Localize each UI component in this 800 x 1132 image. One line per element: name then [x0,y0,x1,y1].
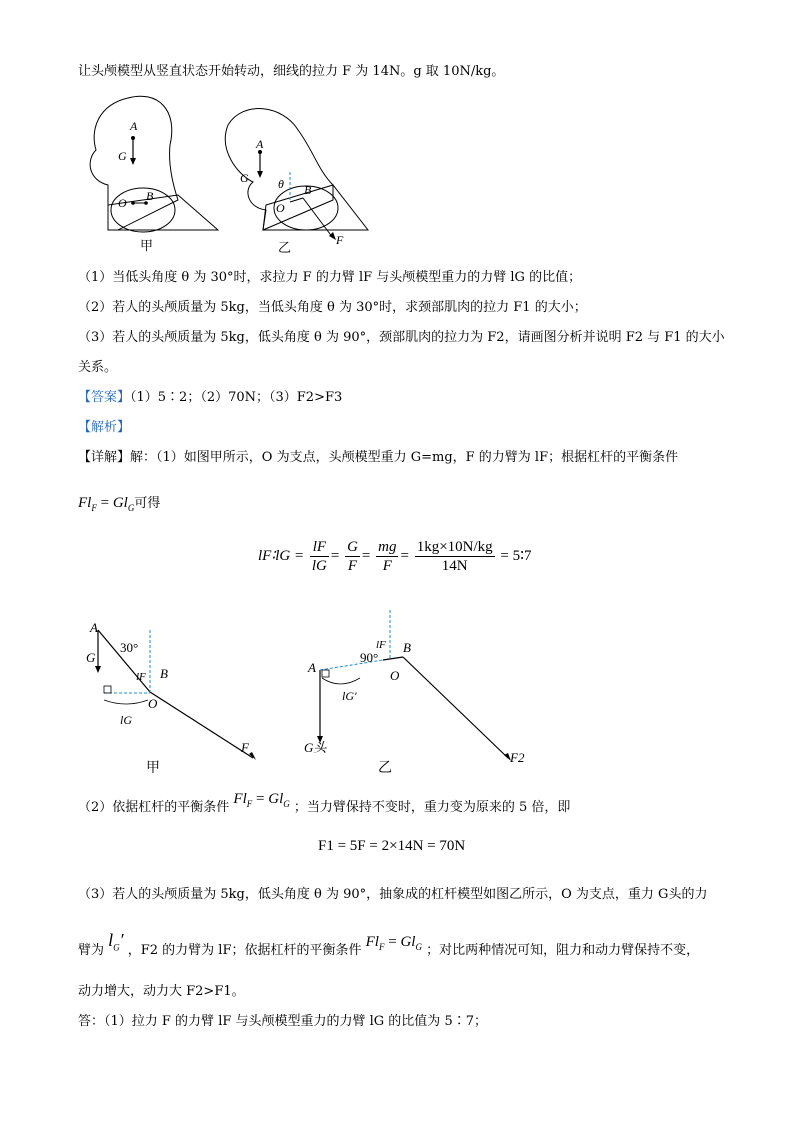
question-3: （3）若人的头颅质量为 5kg，低头角度 θ 为 90°，颈部肌肉的拉力为 F2，请画图分析并说明 F2 与 F1 的大小 [78,330,725,345]
intro-text: 让头颅模型从竖直状态开始转动，细线的拉力 F 为 14N。g 取 10N/kg。 [78,64,505,79]
formula-1-suffix: 可得 [134,496,161,511]
formula-3: F1 = 5F = 2×14N = 70N [318,838,466,854]
q3-line-3: 动力增大，动力大 F2>F1。 [78,984,245,999]
lever-right-angle: 90° [360,650,379,665]
detail-text: 解：（1）如图甲所示，O 为支点，头颅模型重力 G=mg，F 的力臂为 lF；根据杠杆的平衡条件 [130,450,679,465]
lever-right-A: A [308,660,316,675]
lever-right-lG: lG′ [342,689,357,703]
left-label-B: B [146,189,154,203]
right-label-O: O [276,201,285,215]
right-label-A: A [256,137,264,151]
lever-left-A: A [90,620,98,635]
lever-left-B: B [160,666,168,681]
lever-left-F: F [241,740,249,755]
answer-text: （1）5∶2；（2）70N；（3）F2>F3 [130,390,343,405]
final-answer: 答：（1）拉力 F 的力臂 lF 与头颅模型重力的力臂 lG 的比值为 5∶7； [78,1014,487,1029]
lever-right-caption: 乙 [378,761,392,776]
left-figure-caption: 甲 [140,238,154,253]
lever-right-lF: lF [376,639,386,651]
lever-right-F2: F2 [510,750,525,765]
analysis-tag: 【解析】 [78,420,131,435]
formula-2-lhs: lF∶lG = [258,547,305,564]
answer-tag: 【答案】 [78,390,131,405]
q3-line-2: 臂为 $l_G'$ ，F2 的力臂为 lF；依据杠杆的平衡条件 $Fl_F = Gl_G$ ；对比两种情况可知，阻力和动力臂保持不变， [78,930,700,958]
formula-2: lF∶lG = $\frac{lF}{lG}$ = $\frac{G}{F}$ = $\frac{mg}{F}$ = $\frac{1kg\times 10N/kg}{14N}$ = 5∶7 [258,539,532,574]
detail-line [78,448,678,468]
question-2: （2）若人的头颅质量为 5kg，当低头角度 θ 为 30°时，求颈部肌肉的拉力 F1 的大小； [78,300,587,315]
lever-left-lG: lG [120,713,132,727]
left-label-A: A [130,119,138,133]
formula-1: $Fl_F = Gl_G$可得 [78,495,161,513]
formula-2-result: = 5∶7 [500,547,532,564]
question-3-cont: 关系。 [78,360,118,375]
lever-left-angle: 30° [120,640,139,655]
head-model-figure [78,90,378,260]
lever-right-G: G头 [304,740,327,755]
left-label-O: O [118,196,127,210]
right-label-B: B [304,183,312,197]
detail-tag: 【详解】 [78,450,131,465]
right-label-G: G [240,171,249,185]
left-label-G: G [118,149,127,163]
lever-left-O: O [148,696,158,711]
answer-line [78,388,342,408]
lever-right-B: B [403,640,411,655]
lever-left-G: G [86,650,96,665]
q2-explanation: （2）依据杠杆的平衡条件 $Fl_F = Gl_G$ ；当力臂保持不变时，重力变为原来的 5 倍，即 [78,791,571,815]
lever-left-caption: 甲 [146,761,160,776]
right-figure-caption: 乙 [278,240,292,255]
question-1: （1）当低头角度 θ 为 30°时，求拉力 F 的力臂 lF 与头颅模型重力的力臂 lG 的比值； [78,270,582,285]
lever-diagram-figure [78,600,558,790]
lever-right-O: O [390,668,400,683]
q3-line-1: （3）若人的头颅质量为 5kg，低头角度 θ 为 90°，抽象成的杠杆模型如图乙所示，O 为支点，重力 G头的力 [78,887,708,902]
right-label-theta: θ [278,177,284,191]
lever-left-lF: lF [136,671,146,683]
left-head-outline [90,96,178,230]
right-label-F: F [336,233,344,247]
